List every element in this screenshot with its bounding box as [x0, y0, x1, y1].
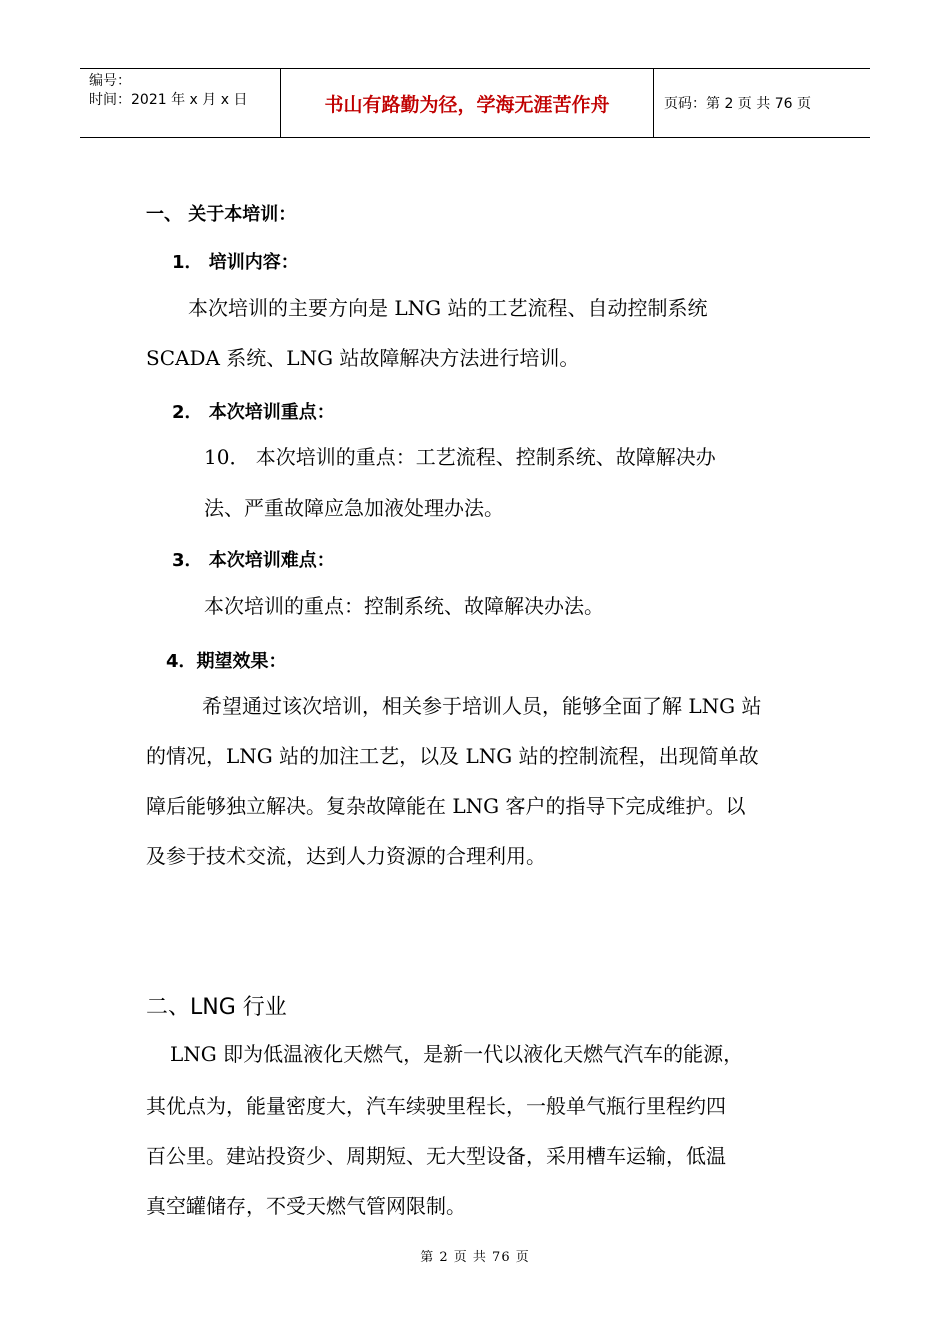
section2-line: LNG 即为低温液化天燃气，是新一代以液化天燃气汽车的能源， — [170, 1042, 744, 1066]
item4-line: 障后能够独立解决。复杂故障能在 LNG 客户的指导下完成维护。以 — [146, 794, 746, 818]
section2-line: 百公里。建站投资少、周期短、无大型设备，采用槽车运输，低温 — [146, 1144, 726, 1168]
item4-line: 希望通过该次培训，相关参于培训人员，能够全面了解 LNG 站 — [202, 694, 762, 718]
page-header — [80, 68, 870, 138]
item1-heading: 1． 培训内容： — [172, 252, 299, 273]
item2-heading: 2． 本次培训重点： — [172, 402, 335, 423]
time-label: 时间：2021 年 x 月 x 日 — [89, 92, 248, 108]
item4-heading: 4．期望效果： — [166, 651, 287, 672]
item3-heading: 3． 本次培训难点： — [172, 550, 335, 571]
motto-text: 书山有路勤为径，学海无涯苦作舟 — [324, 93, 610, 116]
number-label: 编号： — [89, 73, 131, 89]
item2-line: 10． 本次培训的重点：工艺流程、控制系统、故障解决办 — [204, 445, 716, 469]
item4-line: 的情况，LNG 站的加注工艺，以及 LNG 站的控制流程，出现简单故 — [146, 744, 759, 768]
item4-line: 及参于技术交流，达到人力资源的合理利用。 — [146, 844, 546, 868]
header-meta-cell — [80, 69, 281, 137]
section2-line: 其优点为，能量密度大，汽车续驶里程长，一般单气瓶行里程约四 — [146, 1094, 726, 1118]
item2-line: 法、严重故障应急加液处理办法。 — [204, 496, 504, 520]
section2-line: 真空罐储存，不受天燃气管网限制。 — [146, 1194, 466, 1218]
header-page-cell — [654, 69, 870, 137]
section2-title: 二、LNG 行业 — [146, 995, 287, 1020]
item3-line: 本次培训的重点：控制系统、故障解决办法。 — [204, 594, 604, 618]
item1-line: SCADA 系统、LNG 站故障解决方法进行培训。 — [146, 346, 580, 370]
section1-title: 一、 关于本培训： — [146, 204, 297, 225]
header-motto-cell — [281, 69, 654, 137]
page-footer: 第 2 页 共 76 页 — [420, 1250, 530, 1265]
item1-line: 本次培训的主要方向是 LNG 站的工艺流程、自动控制系统 — [188, 296, 708, 320]
page-label: 页码：第 2 页 共 76 页 — [664, 96, 811, 112]
